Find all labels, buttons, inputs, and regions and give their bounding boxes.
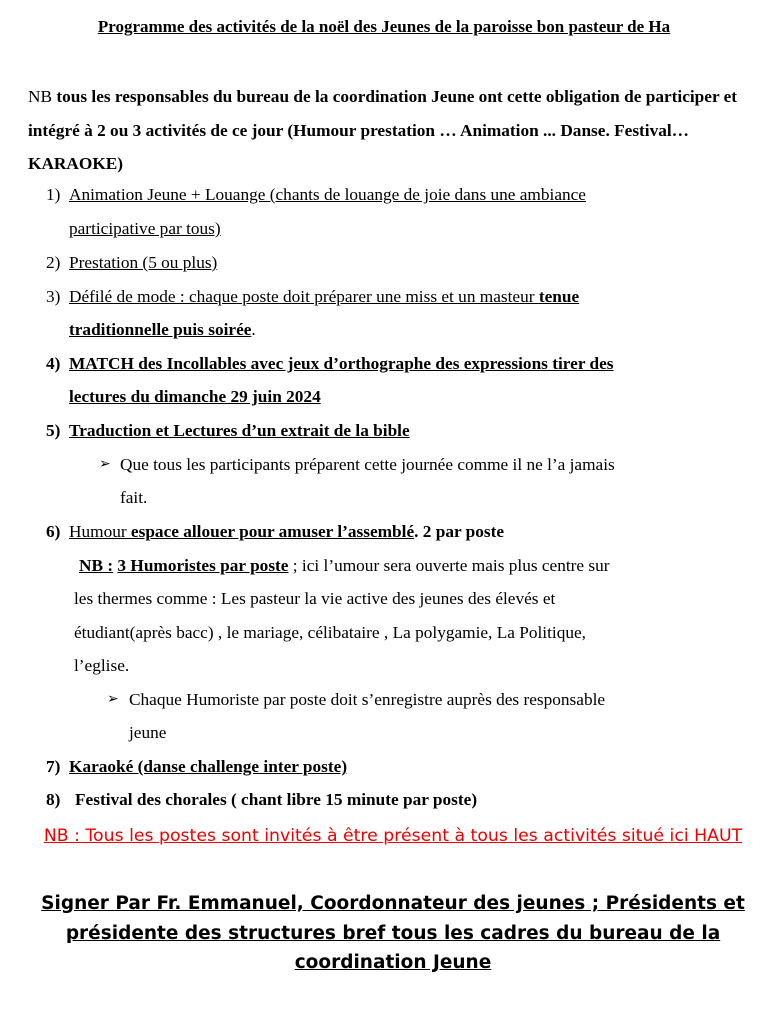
- item-number: 5): [46, 421, 61, 440]
- item-3-text: Défilé de mode : chaque poste doit préparer une miss et un masteur: [69, 287, 539, 306]
- item-6-end: . 2 par poste: [414, 522, 505, 541]
- item-2-line-1: Prestation (5 ou plus): [69, 253, 218, 272]
- signature-block: Signer Par Fr. Emmanuel, Coordonnateur des jeunes ; Présidents et présidente des structures bref tous les cadres du bureau de la coordination Jeune: [41, 893, 745, 973]
- item-6-nb-text: ; ici l’umour sera ouverte mais plus centre sur: [288, 556, 610, 575]
- nb-intro: [28, 80, 743, 181]
- item-6-humour: Humour: [69, 522, 127, 541]
- item-6-nb-bold: 3 Humoristes par poste: [117, 556, 289, 575]
- item-3-line-1: [69, 287, 579, 307]
- item-1-line-1: Animation Jeune + Louange (chants de louange de joie dans une ambiance: [69, 185, 586, 204]
- item-number: 8): [46, 790, 61, 809]
- item-number: 4): [46, 354, 61, 373]
- item-6-nb-line-2: les thermes comme : Les pasteur la vie active des jeunes des élevés et: [74, 589, 556, 608]
- item-6-bullet-line-2: jeune: [129, 723, 167, 742]
- item-3-line-2: [69, 320, 256, 340]
- item-6-bold: espace allouer pour amuser l’assemblé: [126, 522, 415, 541]
- item-6-nb-line-4: l’eglise.: [74, 656, 130, 675]
- item-6-bullet-line-1: Chaque Humoriste par poste doit s’enregistre auprès des responsable: [129, 690, 606, 709]
- item-1-line-2: participative par tous): [69, 219, 221, 238]
- page-title: Programme des activités de la noël des Jeunes de la paroisse bon pasteur de Ha: [97, 17, 671, 36]
- item-6-line-1: [69, 522, 504, 542]
- item-6-nb-line: [79, 556, 610, 576]
- nb-text: tous les responsables du bureau de la coordination Jeune ont cette obligation de participer et intégré à 2 ou 3 activités de ce jour (Humour prestation … Animation ... Danse. Festival…KARAOKE): [28, 87, 738, 174]
- red-note: NB : Tous les postes sont invités à être présent à tous les activités situé ici HAUT: [43, 826, 743, 846]
- item-5-bullet-line-2: fait.: [120, 488, 148, 507]
- item-4-line-1: MATCH des Incollables avec jeux d’orthographe des expressions tirer des: [69, 354, 614, 373]
- item-5-bullet-line-1: Que tous les participants préparent cette journée comme il ne l’a jamais: [120, 455, 615, 474]
- item-number: 3): [46, 287, 61, 306]
- item-5-line-1: Traduction et Lectures d’un extrait de la bible: [69, 421, 410, 440]
- nb-label: NB: [28, 87, 53, 106]
- item-3-bold-2: traditionnelle puis soirée: [69, 320, 252, 339]
- item-6-nb-line-3: étudiant(après bacc) , le mariage, célibataire , La polygamie, La Politique,: [74, 623, 586, 642]
- item-6-nb-label: NB :: [79, 556, 114, 575]
- item-number: 6): [46, 522, 61, 541]
- item-number: 1): [46, 185, 61, 204]
- item-3-bold: tenue: [538, 287, 580, 306]
- arrow-bullet-icon: ➢: [107, 692, 119, 707]
- arrow-bullet-icon: ➢: [99, 457, 111, 472]
- item-number: 7): [46, 757, 61, 776]
- item-8-line-1: Festival des chorales ( chant libre 15 minute par poste): [75, 790, 478, 809]
- item-7-line-1: Karaoké (danse challenge inter poste): [69, 757, 348, 776]
- item-3-end: .: [251, 320, 256, 339]
- item-number: 2): [46, 253, 61, 272]
- item-4-line-2: lectures du dimanche 29 juin 2024: [69, 387, 321, 406]
